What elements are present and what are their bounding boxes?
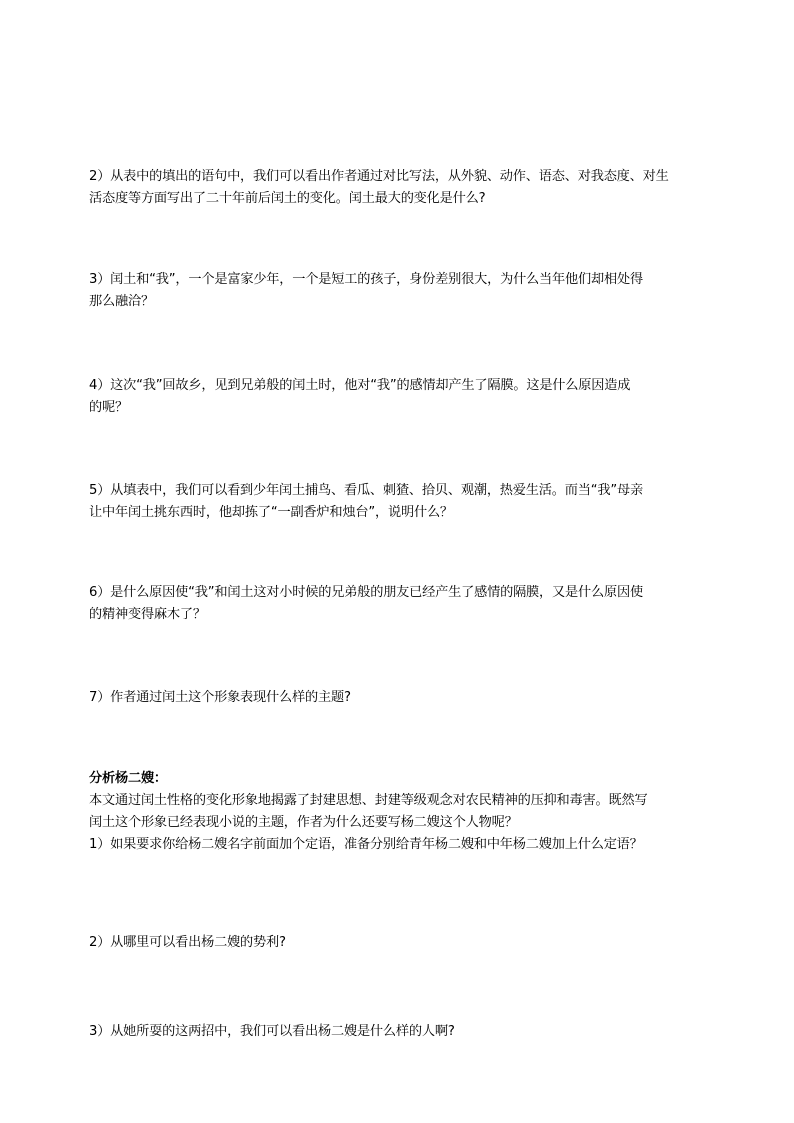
yang-question-2: 2）从哪里可以看出杨二嫂的势利? [89, 935, 286, 950]
question-4-line-1: 4）这次“我”回故乡，见到兄弟般的闰土时，他对“我”的感情却产生了隔膜。这是什么原因造成 [89, 378, 631, 393]
section-intro-line-1: 本文通过闰土性格的变化形象地揭露了封建思想、封建等级观念对农民精神的压抑和毒害。既然写 [89, 793, 648, 808]
question-6-line-2: 的精神变得麻木了？ [89, 607, 206, 622]
section-yang-erso [89, 768, 711, 856]
question-3-line-2: 那么融洽？ [89, 294, 154, 309]
question-2-line-2: 活态度等方面写出了二十年前后闰土的变化。闰土最大的变化是什么? [89, 191, 486, 206]
question-5-line-1: 5）从填表中，我们可以看到少年闰土捕鸟、看瓜、刺猹、拾贝、观潮，热爱生活。而当“我”母亲 [89, 483, 643, 498]
question-3 [89, 269, 711, 313]
question-2-line-1: 2）从表中的填出的语句中，我们可以看出作者通过对比写法，从外貌、动作、语态、对我态度、对生 [89, 169, 669, 184]
question-5-line-2: 让中年闰土挑东西时，他却拣了“一副香炉和烛台”，说明什么？ [89, 505, 453, 520]
question-2 [89, 166, 711, 210]
yang-question-3-block [89, 1021, 711, 1043]
question-5 [89, 480, 711, 524]
question-6-line-1: 6）是什么原因使“我”和闰土这对小时候的兄弟般的朋友已经产生了感情的隔膜，又是什么原因使 [89, 585, 643, 600]
question-7 [89, 687, 711, 709]
yang-question-1: 1）如果要求你给杨二嫂名字前面加个定语，准备分别给青年杨二嫂和中年杨二嫂加上什么定语？ [89, 837, 643, 852]
question-4-line-2: 的呢？ [89, 400, 128, 415]
section-intro-line-2: 闰土这个形象已经表现小说的主题，作者为什么还要写杨二嫂这个人物呢？ [89, 815, 518, 830]
question-4 [89, 375, 711, 419]
yang-question-3: 3）从她所耍的这两招中，我们可以看出杨二嫂是什么样的人啊? [89, 1024, 455, 1039]
question-3-line-1: 3）闰土和“我”，一个是富家少年，一个是短工的孩子，身份差别很大，为什么当年他们却相处得 [89, 272, 643, 287]
yang-question-2-block [89, 932, 711, 954]
question-7-line-1: 7）作者通过闰土这个形象表现什么样的主题? [89, 690, 351, 705]
section-heading: 分析杨二嫂： [89, 771, 167, 786]
question-6 [89, 582, 711, 626]
